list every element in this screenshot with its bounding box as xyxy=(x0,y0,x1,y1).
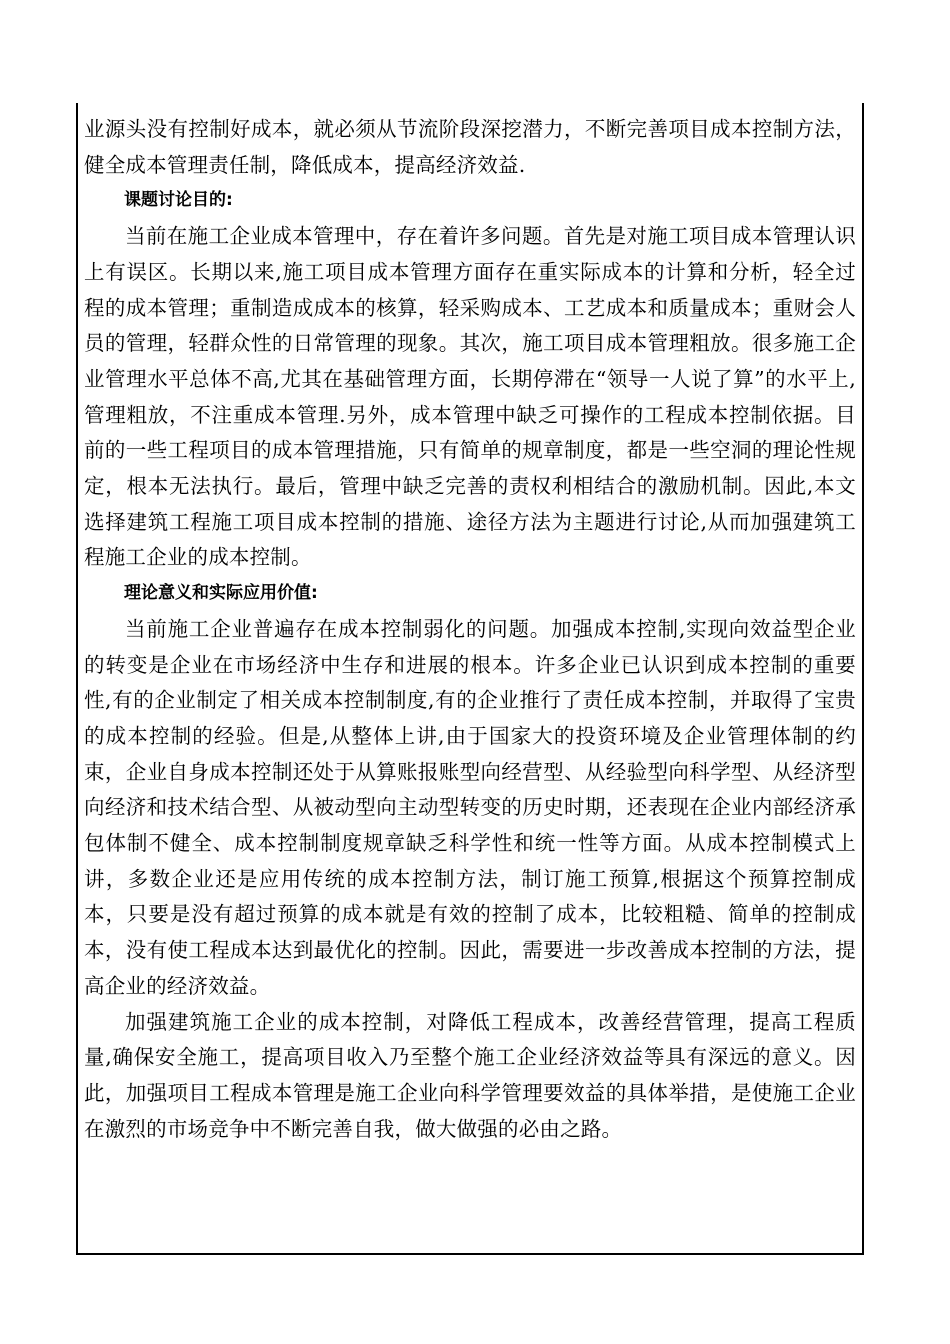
section-heading-significance: 理论意义和实际应用价值: xyxy=(124,583,318,604)
intro-paragraph: 业源头没有控制好成本，就必须从节流阶段深挖潜力，不断完善项目成本控制方法，健全成本管理责任制，降低成本，提高经济效益. xyxy=(84,117,856,177)
document-content xyxy=(84,112,856,1147)
section-heading-research-purpose: 课题讨论目的: xyxy=(124,190,233,211)
research-purpose-paragraph: 当前在施工企业成本管理中，存在着许多问题。首先是对施工项目成本管理认识上有误区。长期以来,施工项目成本管理方面存在重实际成本的计算和分析，轻全过程的成本管理；重制造成成本的核算，轻采购成本、工艺成本和质量成本；重财会人员的管理，轻群众性的日常管理的现象。其次，施工项目成本管理粗放。很多施工企业管理水平总体不高,尤其在基础管理方面，长期停滞在“领导一人说了算”的水平上,管理粗放，不注重成本管理.另外，成本管理中缺乏可操作的工程成本控制依据。目前的一些工程项目的成本管理措施，只有简单的规章制度，都是一些空洞的理论性规定，根本无法执行。最后，管理中缺乏完善的责权利相结合的激励机制。因此,本文选择建筑工程施工项目成本控制的措施、途径方法为主题进行讨论,从而加强建筑工程施工企业的成本控制。 xyxy=(84,224,856,570)
significance-paragraph-1: 当前施工企业普遍存在成本控制弱化的问题。加强成本控制,实现向效益型企业的转变是企业在市场经济中生存和进展的根本。许多企业已认识到成本控制的重要性,有的企业制定了相关成本控制制度,有的企业推行了责任成本控制，并取得了宝贵的成本控制的经验。但是,从整体上讲,由于国家大的投资环境及企业管理体制的约束，企业自身成本控制还处于从算账报账型向经营型、从经验型向科学型、从经济型向经济和技术结合型、从被动型向主动型转变的历史时期，还表现在企业内部经济承包体制不健全、成本控制制度规章缺乏科学性和统一性等方面。从成本控制模式上讲，多数企业还是应用传统的成本控制方法，制订施工预算,根据这个预算控制成本，只要是没有超过预算的成本就是有效的控制了成本，比较粗糙、简单的控制成本，没有使工程成本达到最优化的控制。因此，需要进一步改善成本控制的方法，提高企业的经济效益。 xyxy=(84,616,856,998)
significance-paragraph-2: 加强建筑施工企业的成本控制，对降低工程成本，改善经营管理，提高工程质量,确保安全施工，提高项目收入乃至整个施工企业经济效益等具有深远的意义。因此，加强项目工程成本管理是施工企业向科学管理要效益的具体举措，是使施工企业在激烈的市场竞争中不断完善自我，做大做强的必由之路。 xyxy=(84,1009,856,1141)
